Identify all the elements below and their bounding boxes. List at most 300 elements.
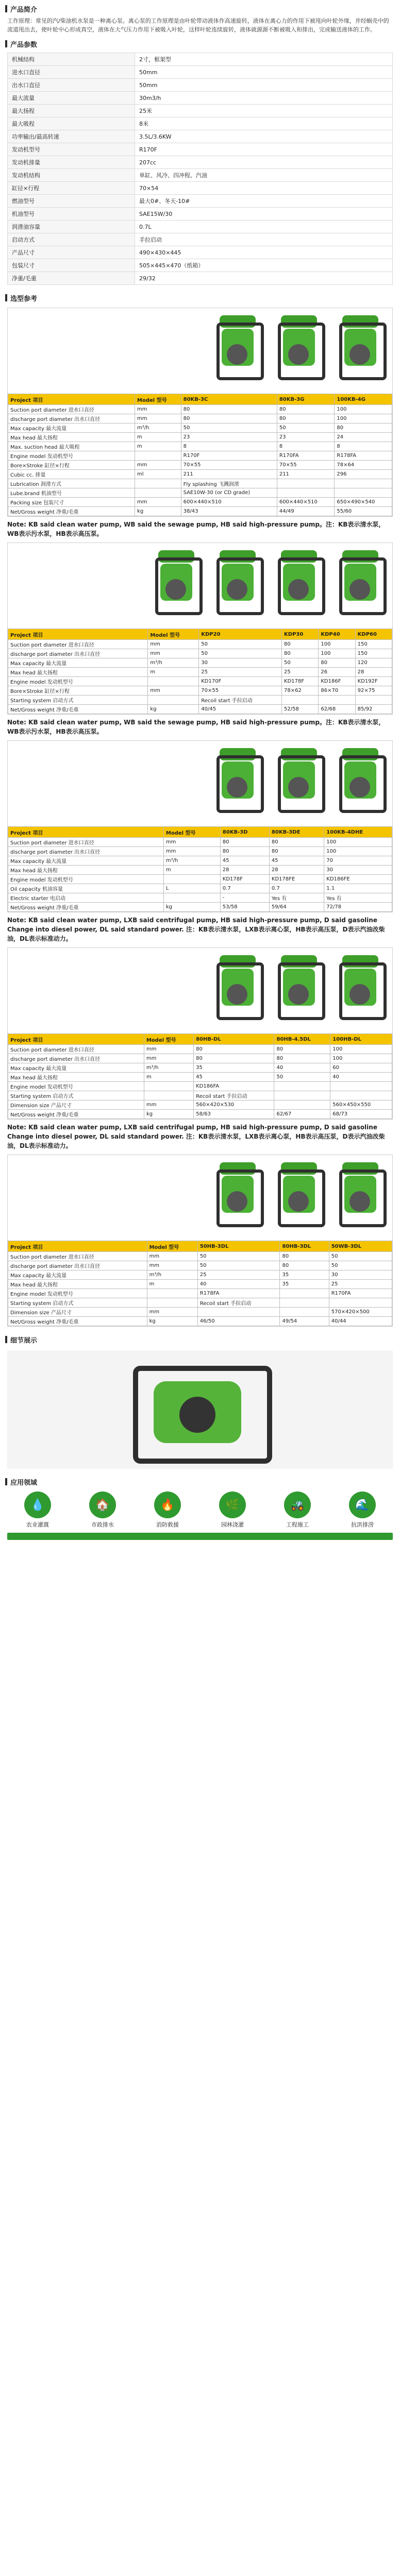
params-row <box>8 169 393 182</box>
spec-cell: 35 <box>194 1063 274 1073</box>
application-icon: 🏠 <box>89 1492 116 1518</box>
spec-cell: 78×62 <box>282 686 319 696</box>
product-photos <box>8 948 392 1033</box>
params-row <box>8 156 393 169</box>
spec-cell: 70×55 <box>199 686 282 696</box>
pump-eng <box>288 344 309 365</box>
spec-cell: Max capacity 最大流量 <box>8 856 164 866</box>
spec-cell: KD178F <box>220 875 269 884</box>
params-row <box>8 105 393 117</box>
spec-cell: 25 <box>282 668 319 677</box>
spec-cell: 100 <box>330 1045 392 1054</box>
param-value: 29/32 <box>135 272 393 285</box>
spec-cell: Suction port diameter 进水口直径 <box>8 838 164 847</box>
spec-cell: KD192F <box>355 677 392 686</box>
spec-cell: 28 <box>269 866 324 875</box>
application-label: 园林浇灌 <box>221 1521 244 1528</box>
spec-cell: 0.7 <box>269 884 324 893</box>
spec-cell: Packing size 包装尺寸 <box>8 498 135 507</box>
spec-header-cell: KDP60 <box>355 629 392 640</box>
spec-cell: Starting system 启动方式 <box>8 1298 147 1308</box>
spec-cell: Suction port diameter 进水口直径 <box>8 1045 144 1054</box>
spec-cell: discharge port diameter 出水口直径 <box>8 414 135 423</box>
spec-cell: Max capacity 最大流量 <box>8 1063 144 1073</box>
spec-title-text: 选型参考 <box>10 295 38 303</box>
spec-cell: 62/68 <box>319 705 355 714</box>
spec-cell <box>280 1298 329 1308</box>
spec-cell: Net/Gross weight 净重/毛重 <box>8 1110 144 1119</box>
spec-cell: SAE10W-30 (or CD grade) <box>181 488 277 498</box>
param-key: 最大流量 <box>8 92 135 105</box>
spec-row <box>8 893 392 903</box>
spec-cell: 24 <box>335 433 392 442</box>
spec-cell: 50 <box>197 1261 280 1270</box>
param-key: 产品尺寸 <box>8 246 135 259</box>
spec-cell: 46/50 <box>197 1317 280 1326</box>
spec-cell: 600×440×510 <box>181 498 277 507</box>
spec-cell <box>335 488 392 498</box>
spec-row <box>8 1045 392 1054</box>
apps-title-text: 应用领域 <box>10 1479 38 1487</box>
spec-cell: 40 <box>197 1280 280 1289</box>
pump-photo <box>210 1160 264 1232</box>
spec-header-cell: 80HB-3DL <box>280 1241 329 1252</box>
spec-cell: 70×55 <box>181 461 277 470</box>
spec-cell <box>135 479 181 488</box>
spec-cell: mm <box>147 1308 197 1317</box>
spec-cell: 100 <box>319 640 355 649</box>
param-key: 燃油型号 <box>8 195 135 208</box>
spec-header-cell: 80KB-3DE <box>269 827 324 838</box>
spec-cell <box>330 1082 392 1091</box>
spec-cell: Starting system 启动方式 <box>8 696 148 705</box>
product-photos <box>8 308 392 394</box>
spec-cell: Engine model 发动机型号 <box>8 1289 147 1298</box>
spec-header-cell: Model 型号 <box>135 394 181 405</box>
spec-cell: 40/44 <box>329 1317 392 1326</box>
spec-cell: mm <box>144 1045 193 1054</box>
spec-cell: 50 <box>197 1252 280 1261</box>
spec-cell <box>197 1308 280 1317</box>
param-value: 490×430×445 <box>135 246 393 259</box>
spec-row <box>8 649 392 658</box>
spec-cell: Engine model 发动机型号 <box>8 677 148 686</box>
spec-row <box>8 677 392 686</box>
spec-row <box>8 498 392 507</box>
application-icon: 🌊 <box>349 1492 376 1518</box>
spec-cell: discharge port diameter 出水口直径 <box>8 847 164 856</box>
detail-title <box>5 1334 400 1345</box>
spec-table <box>8 1241 392 1326</box>
spec-header-cell: 80KB-3G <box>277 394 335 405</box>
params-row <box>8 79 393 92</box>
spec-row <box>8 470 392 479</box>
spec-cell: 68/73 <box>330 1110 392 1119</box>
spec-cell: 80 <box>194 1045 274 1054</box>
spec-cell: 50 <box>329 1261 392 1270</box>
spec-cell: 35 <box>280 1270 329 1280</box>
spec-cell: 150 <box>355 640 392 649</box>
spec-cell: 100 <box>330 1054 392 1063</box>
pump-photo <box>210 313 264 385</box>
pump-port <box>179 1397 215 1433</box>
spec-cell: 100 <box>335 405 392 414</box>
spec-cell: m <box>163 866 220 875</box>
spec-cell: Max capacity 最大流量 <box>8 423 135 433</box>
param-key: 机械结构 <box>8 53 135 66</box>
spec-cell: Max capacity 最大流量 <box>8 658 148 668</box>
spec-cell: 25 <box>329 1280 392 1289</box>
spec-cell: Recoil start 手拉启动 <box>197 1298 280 1308</box>
spec-cell: mm <box>144 1100 193 1110</box>
params-row <box>8 208 393 221</box>
spec-cell: 52/58 <box>282 705 319 714</box>
spec-row <box>8 686 392 696</box>
spec-table <box>8 394 392 516</box>
spec-cell: 53/58 <box>220 903 269 912</box>
section-bar <box>5 5 7 12</box>
spec-row <box>8 1317 392 1326</box>
params-table <box>7 53 393 285</box>
param-value: 3.5L/3.6KW <box>135 130 393 143</box>
spec-cell: 45 <box>269 856 324 866</box>
spec-cell: 23 <box>277 433 335 442</box>
spec-cell: discharge port diameter 出水口直径 <box>8 1054 144 1063</box>
spec-note: Note: KB said clean water pump, WB said the sewage pump, HB said high-pressure pump。注：KB表示清水泵，WB表示污水泵，HB表示高压泵。 <box>7 521 385 537</box>
spec-row <box>8 1298 392 1308</box>
param-key: 最大吸程 <box>8 117 135 130</box>
spec-cell: Lubrication 润滑方式 <box>8 479 135 488</box>
spec-cell: 25 <box>197 1270 280 1280</box>
pump-photo <box>333 1160 387 1232</box>
product-photos <box>8 1155 392 1241</box>
spec-cell: 30 <box>199 658 282 668</box>
spec-header-row <box>8 827 392 838</box>
spec-header-cell: 80KB-3C <box>181 394 277 405</box>
spec-header-row <box>8 1241 392 1252</box>
spec-cell: 80 <box>277 414 335 423</box>
spec-table <box>8 1033 392 1119</box>
application-icon: 🔥 <box>154 1492 181 1518</box>
pump-eng <box>165 579 186 600</box>
spec-cell: 211 <box>181 470 277 479</box>
spec-row <box>8 847 392 856</box>
section-bar <box>5 1336 7 1343</box>
app-item <box>137 1492 198 1529</box>
pump-illustration <box>123 1355 277 1464</box>
spec-cell: 100 <box>319 649 355 658</box>
params-section <box>0 38 400 285</box>
spec-cell: 59/64 <box>269 903 324 912</box>
spec-cell: m³/h <box>135 423 181 433</box>
spec-cell: Max capacity 最大流量 <box>8 1270 147 1280</box>
spec-cell: m <box>144 1073 193 1082</box>
spec-row <box>8 479 392 488</box>
param-value: 207cc <box>135 156 393 169</box>
spec-cell: mm <box>135 498 181 507</box>
spec-row <box>8 1054 392 1063</box>
pump-eng <box>227 777 247 798</box>
spec-cell: 80 <box>280 1252 329 1261</box>
spec-cell: 80 <box>181 414 277 423</box>
pump-photo <box>272 1160 326 1232</box>
spec-cell: Bore×Stroke 缸径×行程 <box>8 461 135 470</box>
pump-photo <box>210 953 264 1025</box>
spec-title <box>5 292 400 303</box>
application-label: 农业灌溉 <box>26 1521 49 1528</box>
spec-cell: m <box>135 433 181 442</box>
spec-cell <box>277 488 335 498</box>
spec-cell: Max head 最大扬程 <box>8 1280 147 1289</box>
spec-row <box>8 1289 392 1298</box>
param-value: 最大0#、冬天-10# <box>135 195 393 208</box>
spec-cell: Recoil start 手拉启动 <box>194 1091 274 1100</box>
spec-cell: Max head 最大扬程 <box>8 433 135 442</box>
spec-cell: KD186F <box>319 677 355 686</box>
spec-cell: 26 <box>319 668 355 677</box>
apps-title <box>5 1476 400 1487</box>
spec-cell: 55/60 <box>335 507 392 516</box>
spec-cell: 211 <box>277 470 335 479</box>
spec-cell: discharge port diameter 出水口直径 <box>8 649 148 658</box>
app-item <box>332 1492 393 1529</box>
pump-eng <box>349 579 370 600</box>
spec-cell: - <box>220 893 269 903</box>
spec-row <box>8 1308 392 1317</box>
spec-cell: mm <box>163 838 220 847</box>
spec-block <box>7 543 393 715</box>
spec-cell: m³/h <box>144 1063 193 1073</box>
param-key: 进水口直径 <box>8 66 135 79</box>
spec-cell: 600×440×510 <box>277 498 335 507</box>
spec-cell: 70×55 <box>277 461 335 470</box>
spec-header-cell: 80HB-4.5DL <box>274 1034 330 1045</box>
spec-row <box>8 442 392 451</box>
spec-row <box>8 696 392 705</box>
spec-cell: 560×420×530 <box>194 1100 274 1110</box>
spec-row <box>8 1073 392 1082</box>
section-bar <box>5 40 7 47</box>
spec-cell: mm <box>135 405 181 414</box>
params-row <box>8 53 393 66</box>
product-photos <box>8 543 392 629</box>
spec-cell: 85/92 <box>355 705 392 714</box>
params-row <box>8 130 393 143</box>
spec-cell <box>274 1091 330 1100</box>
spec-row <box>8 433 392 442</box>
spec-cell: 50 <box>199 649 282 658</box>
spec-row <box>8 423 392 433</box>
spec-row <box>8 640 392 649</box>
spec-note: Note: KB said clean water pump, LXB said centrifugal pump, HB said high-pressure pump, D said gasoline Change into diesel power, DL said standard power. 注：KB表示清水泵，LXB表示离心泵，HB表示高压泵，D表示汽油改柴油，DL表示标准动力。 <box>7 1124 385 1149</box>
spec-cell: 44/49 <box>277 507 335 516</box>
spec-cell: kg <box>163 903 220 912</box>
spec-cell: 80 <box>282 640 319 649</box>
spec-row <box>8 884 392 893</box>
spec-cell: 45 <box>220 856 269 866</box>
spec-header-cell: 100KB-4G <box>335 394 392 405</box>
spec-row <box>8 1261 392 1270</box>
spec-row <box>8 451 392 461</box>
pump-photo <box>333 953 387 1025</box>
spec-header-cell: Model 型号 <box>144 1034 193 1045</box>
spec-header-cell: Model 型号 <box>147 1241 197 1252</box>
spec-cell: Max. suction head 最大吸程 <box>8 442 135 451</box>
spec-cell: Lube.brand 机油型号 <box>8 488 135 498</box>
spec-cell: m <box>135 442 181 451</box>
spec-row <box>8 1063 392 1073</box>
spec-cell: 38/43 <box>181 507 277 516</box>
spec-note: Note: KB said clean water pump, WB said the sewage pump, HB said high-pressure pump。注：KB表示清水泵，WB表示污水泵，HB表示高压泵。 <box>7 719 385 735</box>
spec-cell: KD178F <box>282 677 319 686</box>
spec-cell: 1.1 <box>324 884 392 893</box>
spec-cell: 570×420×500 <box>329 1308 392 1317</box>
pump-eng <box>288 1191 309 1212</box>
spec-cell: 50 <box>199 640 282 649</box>
detail-title-text: 细节展示 <box>10 1336 38 1345</box>
param-value: 70×54 <box>135 182 393 195</box>
param-value: 2寸，框架型 <box>135 53 393 66</box>
spec-cell: mm <box>135 414 181 423</box>
spec-cell: 8 <box>181 442 277 451</box>
spec-row <box>8 1110 392 1119</box>
spec-cell <box>282 696 319 705</box>
spec-row <box>8 856 392 866</box>
spec-cell: Electric starter 电启动 <box>8 893 164 903</box>
spec-cell: ml <box>135 470 181 479</box>
spec-cell: 8 <box>277 442 335 451</box>
spec-cell: 28 <box>220 866 269 875</box>
spec-cell: 80 <box>220 847 269 856</box>
spec-row <box>8 1270 392 1280</box>
spec-cell: Dimension size 产品尺寸 <box>8 1308 147 1317</box>
params-row <box>8 221 393 233</box>
spec-row <box>8 875 392 884</box>
spec-note: Note: KB said clean water pump, LXB said centrifugal pump, HB said high-pressure pump, D said gasoline Change into diesel power, DL said standard power. 注：KB表示清水泵，LXB表示离心泵，HB表示高压泵，D表示汽油改柴油，DL表示标准动力。 <box>7 917 385 942</box>
params-row <box>8 272 393 285</box>
spec-cell: mm <box>163 847 220 856</box>
spec-cell: 80 <box>335 423 392 433</box>
pump-eng <box>288 777 309 798</box>
spec-block <box>7 1155 393 1327</box>
spec-cell <box>355 696 392 705</box>
spec-cell: mm <box>147 1252 197 1261</box>
spec-cell: 40 <box>330 1073 392 1082</box>
params-row <box>8 233 393 246</box>
param-value: 50mm <box>135 79 393 92</box>
spec-cell: 62/67 <box>274 1110 330 1119</box>
spec-container <box>0 308 400 1327</box>
spec-cell: Starting system 启动方式 <box>8 1091 144 1100</box>
spec-header-cell: Project 项目 <box>8 629 148 640</box>
pump-eng <box>349 1191 370 1212</box>
spec-cell: KD178FE <box>269 875 324 884</box>
spec-cell: kg <box>144 1110 193 1119</box>
spec-cell: 560×450×550 <box>330 1100 392 1110</box>
param-key: 净重/毛重 <box>8 272 135 285</box>
spec-header-cell: KDP20 <box>199 629 282 640</box>
spec-table <box>8 826 392 912</box>
pump-eng <box>349 344 370 365</box>
spec-cell: 50 <box>181 423 277 433</box>
param-key: 缸径×行程 <box>8 182 135 195</box>
spec-cell: 150 <box>355 649 392 658</box>
pump-photo <box>333 313 387 385</box>
spec-cell <box>319 696 355 705</box>
pump-eng <box>349 984 370 1005</box>
params-row <box>8 117 393 130</box>
spec-row <box>8 866 392 875</box>
pump-photo <box>333 548 387 620</box>
spec-cell: 72/78 <box>324 903 392 912</box>
spec-cell: mm <box>147 1261 197 1270</box>
param-value: 30m3/h <box>135 92 393 105</box>
application-label: 市政排水 <box>91 1521 114 1528</box>
spec-table <box>8 629 392 714</box>
spec-cell: mm <box>148 649 199 658</box>
param-value: 25米 <box>135 105 393 117</box>
spec-cell: Max head 最大扬程 <box>8 668 148 677</box>
spec-cell: 70 <box>324 856 392 866</box>
spec-cell: 30 <box>324 866 392 875</box>
spec-header-cell: KDP40 <box>319 629 355 640</box>
spec-cell <box>135 488 181 498</box>
spec-cell: Net/Gross weight 净重/毛重 <box>8 705 148 714</box>
spec-cell <box>280 1289 329 1298</box>
spec-cell: 80 <box>220 838 269 847</box>
spec-cell <box>147 1289 197 1298</box>
spec-row <box>8 1100 392 1110</box>
spec-cell: 120 <box>355 658 392 668</box>
spec-cell: kg <box>148 705 199 714</box>
spec-cell: Yes 有 <box>269 893 324 903</box>
spec-cell: 80 <box>274 1054 330 1063</box>
spec-cell <box>274 1100 330 1110</box>
spec-cell: 0.7 <box>220 884 269 893</box>
app-item <box>7 1492 68 1529</box>
params-row <box>8 195 393 208</box>
spec-cell: 23 <box>181 433 277 442</box>
spec-block <box>7 740 393 912</box>
spec-cell: 60 <box>330 1063 392 1073</box>
spec-cell: Suction port diameter 进水口直径 <box>8 640 148 649</box>
spec-cell: 50 <box>282 658 319 668</box>
spec-cell: 50 <box>274 1073 330 1082</box>
spec-cell: Yes 有 <box>324 893 392 903</box>
spec-cell: Oil capacity 机油容量 <box>8 884 164 893</box>
spec-cell: 50 <box>277 423 335 433</box>
application-label: 工程施工 <box>286 1521 309 1528</box>
spec-cell: Recoil start 手拉启动 <box>199 696 282 705</box>
spec-cell: Net/Gross weight 净重/毛重 <box>8 1317 147 1326</box>
spec-cell: 100 <box>335 414 392 423</box>
pump-eng <box>227 1191 247 1212</box>
pump-eng <box>288 984 309 1005</box>
intro-text: 工作原理：常见的汽/柴油机水泵是一种离心泵。离心泵的工作原理是由叶轮带动液体作高速旋转，液体在离心力的作用下被甩向叶轮外缘，并经蜗壳中的流道甩出去，使叶轮中心形成真空，液体在大气压力作用下被吸入叶轮，这样叶轮连续旋转，液体就源源不断被吸入和排出，完成输送液体的工作。 <box>7 18 389 33</box>
spec-cell: 40/45 <box>199 705 282 714</box>
spec-cell: Max head 最大扬程 <box>8 1073 144 1082</box>
spec-cell <box>148 677 199 686</box>
spec-cell: Net/Gross weight 净重/毛重 <box>8 903 164 912</box>
spec-cell <box>335 479 392 488</box>
spec-header-row <box>8 394 392 405</box>
pump-photo <box>333 746 387 818</box>
param-key: 机油型号 <box>8 208 135 221</box>
param-value: 单缸、风冷、四冲程、汽油 <box>135 169 393 182</box>
application-icon: 🌿 <box>219 1492 246 1518</box>
spec-cell: mm <box>148 686 199 696</box>
pump-eng <box>227 344 247 365</box>
